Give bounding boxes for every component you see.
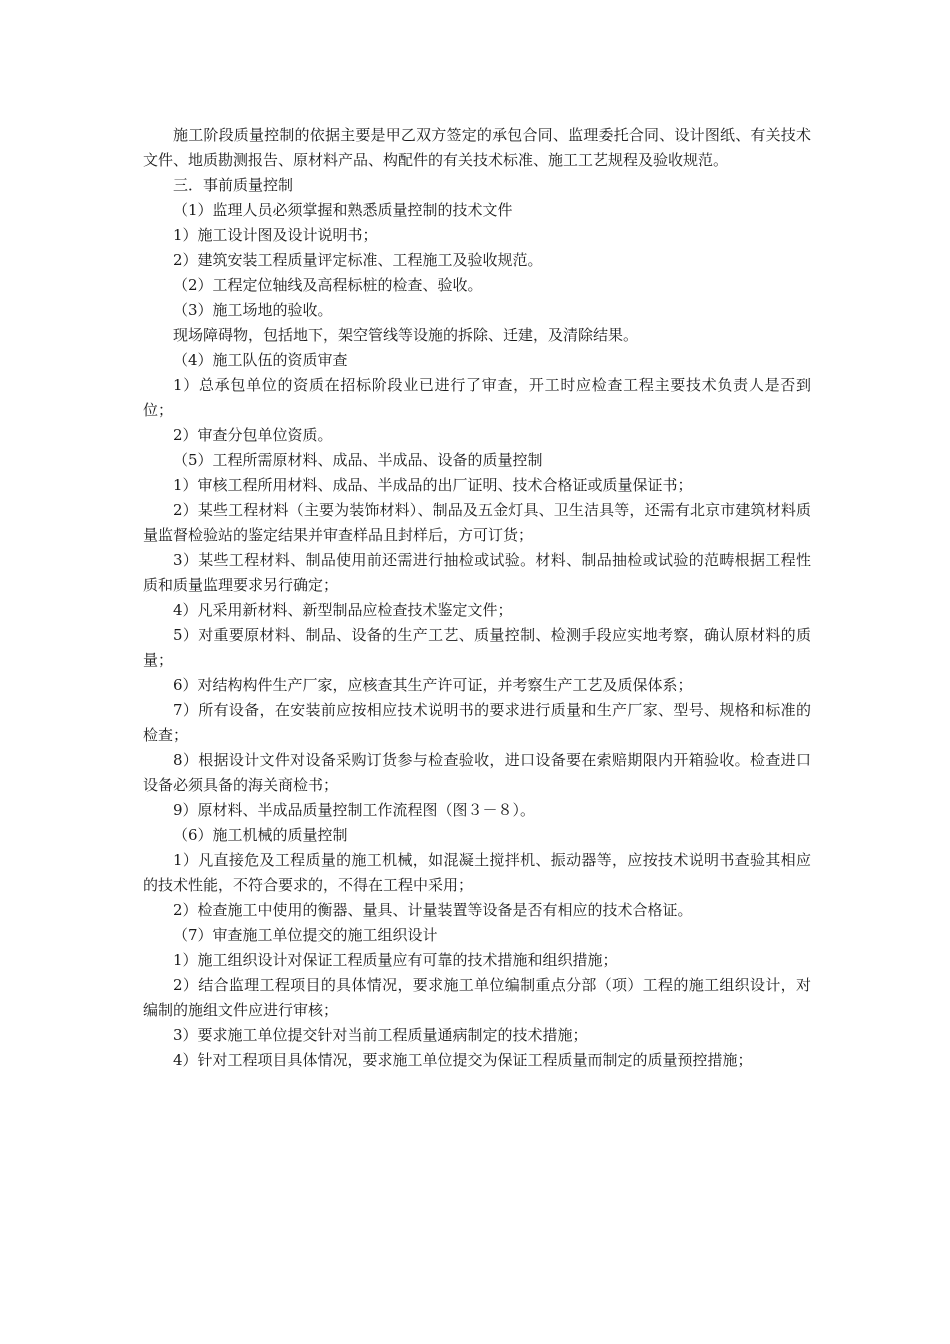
- list-item: 5）对重要原材料、制品、设备的生产工艺、质量控制、检测手段应实地考察，确认原材料的质量；: [143, 626, 811, 669]
- list-item: 4）针对工程项目具体情况，要求施工单位提交为保证工程质量而制定的质量预控措施；: [173, 1051, 753, 1069]
- list-item: 4）凡采用新材料、新型制品应检查技术鉴定文件；: [173, 601, 513, 619]
- list-item: 1）施工设计图及设计说明书；: [173, 226, 378, 244]
- list-item: 2）结合监理工程项目的具体情况，要求施工单位编制重点分部（项）工程的施工组织设计，对编制的施组文件应进行审核；: [143, 976, 811, 1019]
- list-item: 2）某些工程材料（主要为装饰材料）、制品及五金灯具、卫生洁具等，还需有北京市建筑材料质量监督检验站的鉴定结果并审查样品且封样后，方可订货；: [143, 501, 811, 544]
- item-heading-2: （2）工程定位轴线及高程标桩的检查、验收。: [173, 276, 483, 294]
- list-item: 3）要求施工单位提交针对当前工程质量通病制定的技术措施；: [173, 1026, 588, 1044]
- list-item: 3）某些工程材料、制品使用前还需进行抽检或试验。材料、制品抽检或试验的范畴根据工程性质和质量监理要求另行确定；: [143, 551, 811, 594]
- paragraph-basis: 施工阶段质量控制的依据主要是甲乙双方签定的承包合同、监理委托合同、设计图纸、有关技术文件、地质勘测报告、原材料产品、构配件的有关技术标准、施工工艺规程及验收规范。: [143, 126, 811, 169]
- item-heading-7: （7）审查施工单位提交的施工组织设计: [173, 926, 438, 944]
- list-item: 2）建筑安装工程质量评定标准、工程施工及验收规范。: [173, 251, 543, 269]
- item-heading-6: （6）施工机械的质量控制: [173, 826, 348, 844]
- item-heading-5: （5）工程所需原材料、成品、半成品、设备的质量控制: [173, 451, 543, 469]
- list-item: 1）审核工程所用材料、成品、半成品的出厂证明、技术合格证或质量保证书；: [173, 476, 693, 494]
- list-item: 现场障碍物，包括地下，架空管线等设施的拆除、迁建，及清除结果。: [173, 326, 639, 344]
- list-item: 2）检查施工中使用的衡器、量具、计量装置等设备是否有相应的技术合格证。: [173, 901, 693, 919]
- list-item: 9）原材料、半成品质量控制工作流程图（图３－８）。: [173, 801, 536, 819]
- list-item: 2）审查分包单位资质。: [173, 426, 333, 444]
- list-item: 8）根据设计文件对设备采购订货参与检查验收，进口设备要在索赔期限内开箱验收。检查进口设备必须具备的海关商检书；: [143, 751, 811, 794]
- list-item: 1）施工组织设计对保证工程质量应有可靠的技术措施和组织措施；: [173, 951, 618, 969]
- item-heading-4: （4）施工队伍的资质审查: [173, 351, 348, 369]
- item-heading-1: （1）监理人员必须掌握和熟悉质量控制的技术文件: [173, 201, 513, 219]
- list-item: 1）总承包单位的资质在招标阶段业已进行了审查，开工时应检查工程主要技术负责人是否到位；: [143, 376, 811, 419]
- item-heading-3: （3）施工场地的验收。: [173, 301, 333, 319]
- document-body: [143, 123, 811, 1073]
- list-item: 7）所有设备，在安装前应按相应技术说明书的要求进行质量和生产厂家、型号、规格和标准的检查；: [143, 701, 811, 744]
- section-heading-pre-control: 三．事前质量控制: [173, 176, 294, 194]
- list-item: 6）对结构构件生产厂家，应核查其生产许可证，并考察生产工艺及质保体系；: [173, 676, 693, 694]
- list-item: 1）凡直接危及工程质量的施工机械，如混凝土搅拌机、振动器等，应按技术说明书查验其相应的技术性能，不符合要求的，不得在工程中采用；: [143, 851, 811, 894]
